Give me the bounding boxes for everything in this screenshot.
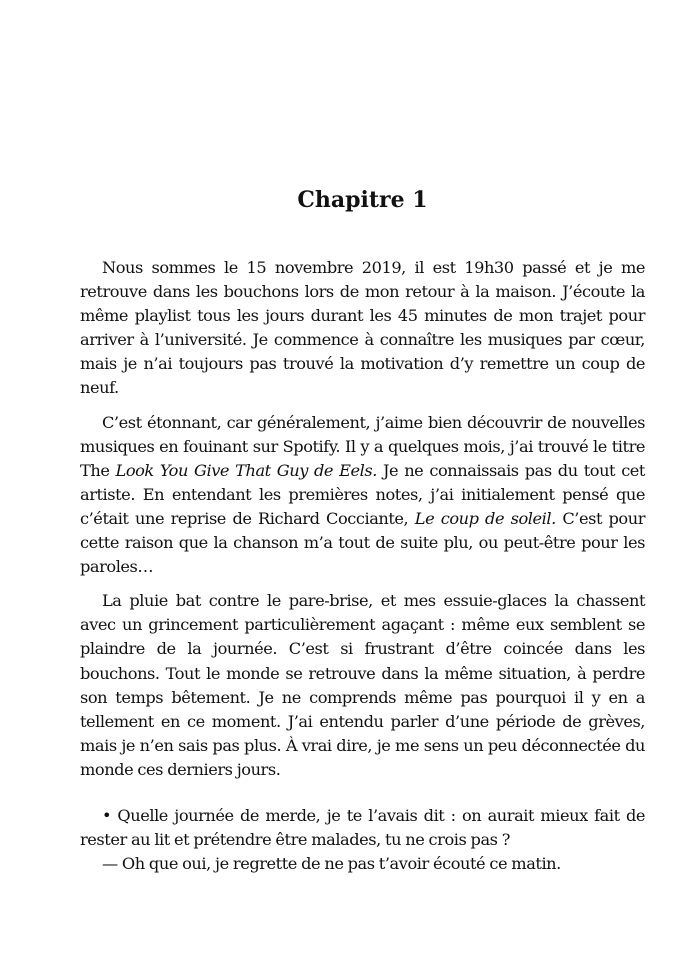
chapter-body [80, 256, 645, 876]
song-title: Look You Give That Guy de Eels. [115, 460, 377, 480]
dialogue-line-2: — Oh que oui, je regrette de ne pas t’avoir écouté ce matin. [102, 854, 561, 874]
paragraph-2-text-a: C’est étonnant, car généralement, j’aime bien découvrir de nouvelles musiques en fouinant sur Spotify. Il y a quelques mois, j’ai trouvé le titre The [80, 412, 645, 480]
book-page [80, 0, 645, 969]
paragraph-2-text-b: Je ne connaissais pas du tout cet artiste. En entendant les premières notes, j’ai initialement pensé que c’était une reprise de Richard Cocciante, [80, 460, 645, 528]
paragraph-3: La pluie bat contre le pare-brise, et mes essuie-glaces la chassent avec un grincement particulièrement agaçant : même eux semblent se plaindre de la journée. C’est si frustrant d’être coincée dans les bouchons. Tout le monde se retrouve dans la même situation, à perdre son temps bêtement. Je ne comprends même pas pourquoi il y en a tellement en ce moment. J’ai entendu parler d’une période de grèves, mais je n’en sais pas plus. À vrai dire, je me sens un peu déconnectée du monde ces derniers jours. [80, 591, 645, 779]
chapter-title: Chapitre 1 [297, 187, 428, 213]
dialogue-line-1: • Quelle journée de merde, je te l’avais dit : on aurait mieux fait de rester au lit et prétendre être malades, tu ne crois pas ? [80, 805, 645, 850]
song-reference: Le coup de soleil. [414, 508, 556, 528]
dialogue-block [80, 804, 645, 876]
paragraph-1: Nous sommes le 15 novembre 2019, il est 19h30 passé et je me retrouve dans les bouchons lors de mon retour à la maison. J’écoute la même playlist tous les jours durant les 45 minutes de mon trajet pour arriver à l’université. Je commence à connaître les musiques par cœur, mais je n’ai toujours pas trouvé la motivation d’y remettre un coup de neuf. [80, 258, 645, 398]
paragraph-2-text-c: C’est pour cette raison que la chanson m’a tout de suite plu, ou peut-être pour les paroles… [80, 508, 645, 577]
paragraph-2 [80, 411, 645, 580]
